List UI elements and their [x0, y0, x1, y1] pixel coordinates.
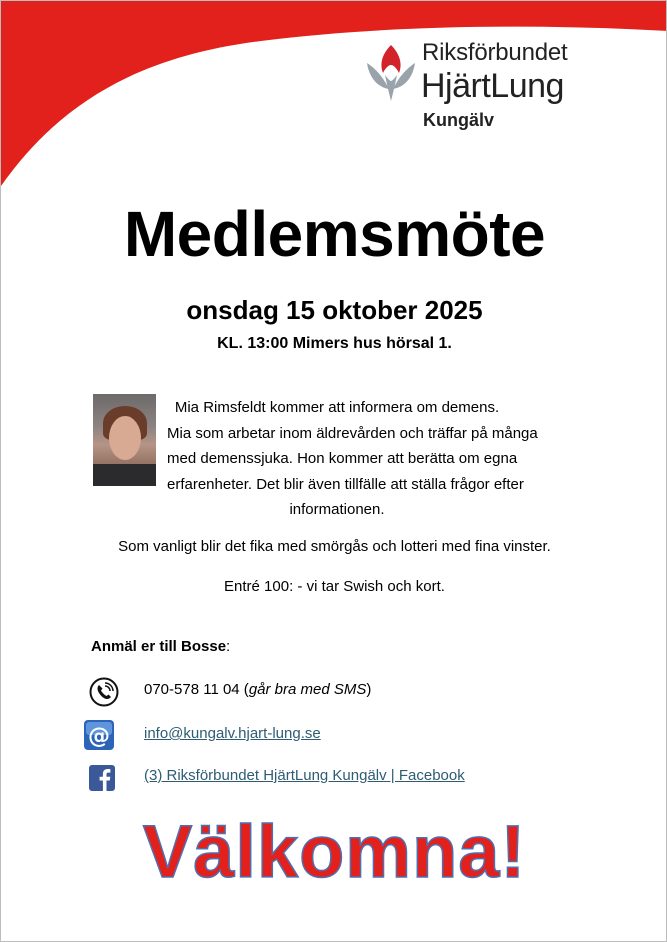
hjartlung-logo — [359, 39, 599, 134]
event-time-place: KL. 13:00 Mimers hus hörsal 1. — [217, 335, 452, 352]
welcome-heading: Välkomna! — [142, 810, 527, 893]
description-line: med demenssjuka. Hon kommer att berätta om egna — [167, 450, 518, 467]
phone-text — [144, 681, 371, 698]
phone-note: går bra med SMS — [248, 681, 367, 698]
description-line: erfarenheter. Det blir även tillfälle att ställa frågor efter — [167, 475, 524, 493]
signup-colon: : — [226, 638, 231, 655]
signup-heading — [91, 638, 230, 655]
contact-email-row — [1, 717, 667, 751]
description-line: Mia som arbetar inom äldrevården och träffar på många — [167, 424, 538, 442]
page-title: Medlemsmöte — [123, 198, 546, 270]
contact-facebook-row — [1, 761, 667, 795]
email-at-icon — [83, 719, 115, 751]
phone-number: 070-578 11 04 — [144, 681, 240, 698]
fika-info: Som vanligt blir det fika med smörgås och lotteri med fina vinster. — [118, 538, 551, 555]
logo-line-1: Riksförbundet — [422, 39, 568, 66]
phone-icon — [89, 677, 119, 707]
paren-close: ) — [366, 681, 372, 698]
logo-line-2: HjärtLung — [421, 67, 564, 105]
logo-line-3: Kungälv — [423, 110, 495, 130]
description-line: Mia Rimsfeldt kommer att informera om demens. — [174, 399, 500, 416]
email-link[interactable]: info@kungalv.hjart-lung.se — [144, 725, 321, 742]
contact-phone-row — [1, 673, 667, 707]
event-date: onsdag 15 oktober 2025 — [186, 295, 483, 325]
speaker-photo — [93, 394, 156, 486]
facebook-link[interactable]: (3) Riksförbundet HjärtLung Kungälv | Facebook — [144, 767, 465, 784]
tulip-logo-icon — [363, 41, 419, 103]
entrance-fee: Entré 100: - vi tar Swish och kort. — [224, 578, 445, 595]
paren-open: ( — [239, 681, 249, 698]
signup-label: Anmäl er till Bosse — [91, 638, 227, 655]
facebook-icon — [89, 765, 115, 791]
svg-text:@: @ — [88, 724, 110, 749]
description-line: informationen. — [289, 501, 385, 518]
event-description — [167, 395, 538, 523]
